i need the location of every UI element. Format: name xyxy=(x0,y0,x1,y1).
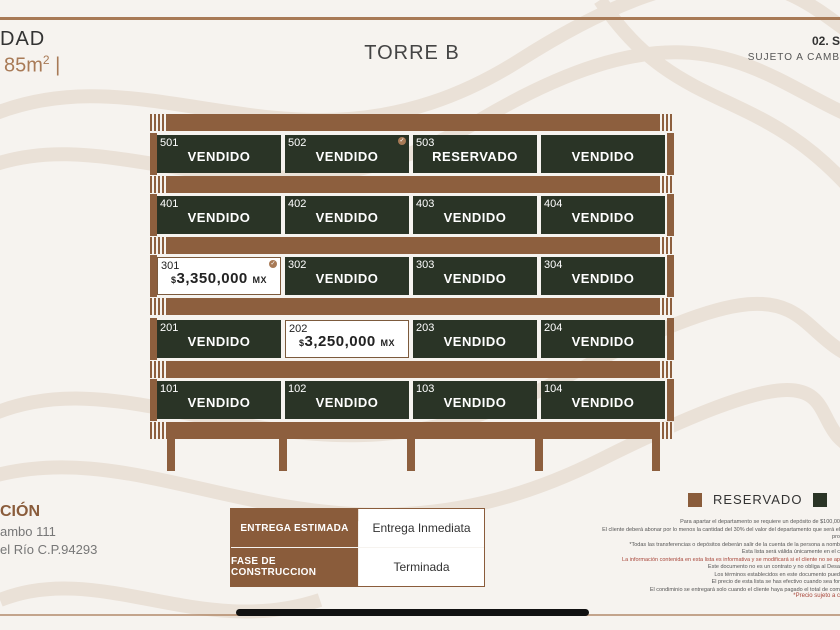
currency-code: MX xyxy=(252,275,267,285)
unit-number: 402 xyxy=(288,198,307,210)
tower-building-diagram xyxy=(150,114,674,474)
unit-203[interactable] xyxy=(413,320,537,358)
floor-slab xyxy=(150,237,674,254)
unit-number: 304 xyxy=(544,259,563,271)
unit-status: RESERVADO xyxy=(432,149,518,164)
floor-slab xyxy=(150,298,674,315)
unit-number: 203 xyxy=(416,322,435,334)
note-line: Los términos establecidos en este documento pued xyxy=(714,571,840,578)
legend-reserved-swatch xyxy=(688,493,702,507)
home-indicator-bar[interactable] xyxy=(236,609,589,616)
unit-status: VENDIDO xyxy=(315,271,379,286)
unit-number: 101 xyxy=(160,383,179,395)
location-title: CIÓN xyxy=(0,503,40,520)
note-line: El condiminio se entregará solo cuando el cliente haya pagado el total de com xyxy=(649,586,840,593)
unit-status: VENDIDO xyxy=(571,271,635,286)
unit-status: VENDIDO xyxy=(571,149,635,164)
check-badge-icon: ✓ xyxy=(399,138,405,144)
floor-row xyxy=(150,133,674,175)
note-line: La información contenida en esta lista es informativa y se modificará si el cliente no se ap xyxy=(622,556,840,563)
unit-301[interactable] xyxy=(157,257,281,295)
unit-status: VENDIDO xyxy=(315,210,379,225)
top-divider xyxy=(0,17,840,20)
check-badge-icon: ✓ xyxy=(270,261,276,267)
unit-number: 502 xyxy=(288,137,307,149)
price-note: *Precio sujeto a c xyxy=(793,593,840,599)
building-leg xyxy=(652,438,660,471)
phase-value: Terminada xyxy=(359,548,484,586)
note-line: *Todas las transferencias o depósitos deberán salir de la cuenta de la persona a nomb xyxy=(629,541,840,548)
note-line: El cliente deberá abonar por lo menos la cantidad del 30% del valor del departamento que será el xyxy=(602,526,840,533)
floor-slab xyxy=(150,176,674,193)
note-line: pro xyxy=(832,534,840,540)
terms-notes xyxy=(535,519,840,594)
unit-price xyxy=(158,270,280,287)
floor-row xyxy=(150,318,674,360)
floor-row xyxy=(150,379,674,421)
delivery-label: ENTREGA ESTIMADA xyxy=(231,509,358,547)
unit-number: 103 xyxy=(416,383,435,395)
unit-f0u3[interactable] xyxy=(541,135,665,173)
unit-number: 303 xyxy=(416,259,435,271)
unit-number: 201 xyxy=(160,322,179,334)
unit-status: VENDIDO xyxy=(443,334,507,349)
building-leg xyxy=(535,438,543,471)
unit-202[interactable] xyxy=(285,320,409,358)
delivery-value: Entrega Inmediata xyxy=(359,509,484,547)
tower-title: TORRE B xyxy=(364,42,460,64)
note-line: El precio de esta lista se has efectivo cuando sea for xyxy=(711,579,840,585)
unit-302[interactable] xyxy=(285,257,409,295)
unit-status: VENDIDO xyxy=(187,395,251,410)
floor-slab xyxy=(150,422,674,439)
unit-201[interactable] xyxy=(157,320,281,358)
unit-number: 302 xyxy=(288,259,307,271)
unit-404[interactable] xyxy=(541,196,665,234)
unit-101[interactable] xyxy=(157,381,281,419)
unit-status: VENDIDO xyxy=(187,210,251,225)
floor-slab xyxy=(150,361,674,378)
currency-code: MX xyxy=(380,338,395,348)
unit-number: 501 xyxy=(160,137,179,149)
unit-number: 204 xyxy=(544,322,563,334)
header-right-subtitle: SUJETO A CAMB xyxy=(747,52,840,63)
unit-status: VENDIDO xyxy=(187,149,251,164)
floor-slab xyxy=(150,114,674,131)
unit-403[interactable] xyxy=(413,196,537,234)
building-leg xyxy=(279,438,287,471)
price-value: 3,350,000 xyxy=(176,270,248,287)
unit-status: VENDIDO xyxy=(443,210,507,225)
unit-502[interactable] xyxy=(285,135,409,173)
note-line: Para apartar el departamento se requiere un depósito de $100,00 xyxy=(680,519,840,525)
unit-status: VENDIDO xyxy=(443,271,507,286)
unit-status: VENDIDO xyxy=(571,334,635,349)
price-value: 3,250,000 xyxy=(304,333,376,350)
header-right-title: 02. S xyxy=(811,34,840,48)
note-line: Este documento no es un contrato y no obliga al Desa xyxy=(707,564,840,570)
legend-sold-swatch xyxy=(813,493,827,507)
unit-status: VENDIDO xyxy=(443,395,507,410)
unit-304[interactable] xyxy=(541,257,665,295)
note-line: Esta lista será válida únicamente en el c xyxy=(741,549,840,555)
legend-reserved-label: RESERVADO xyxy=(713,492,803,507)
location-address-line1: ambo 111 xyxy=(0,524,56,539)
unit-number: 404 xyxy=(544,198,563,210)
unit-number: 104 xyxy=(544,383,563,395)
unit-status: VENDIDO xyxy=(187,334,251,349)
floor-row xyxy=(150,255,674,297)
unit-status: VENDIDO xyxy=(315,395,379,410)
unit-102[interactable] xyxy=(285,381,409,419)
unit-104[interactable] xyxy=(541,381,665,419)
unit-503[interactable] xyxy=(413,135,537,173)
unit-status: VENDIDO xyxy=(571,210,635,225)
header-left-title: DAD xyxy=(0,28,46,50)
unit-401[interactable] xyxy=(157,196,281,234)
unit-price xyxy=(286,333,408,350)
unit-501[interactable] xyxy=(157,135,281,173)
floor-row xyxy=(150,194,674,236)
delivery-info-table xyxy=(230,508,485,587)
delivery-row xyxy=(231,509,484,547)
header-left-area: $85m^2$ | xyxy=(4,53,61,77)
unit-103[interactable] xyxy=(413,381,537,419)
unit-status: VENDIDO xyxy=(315,149,379,164)
currency-symbol: $ xyxy=(171,275,177,285)
unit-status: VENDIDO xyxy=(571,395,635,410)
location-address-line2: el Río C.P.94293 xyxy=(0,542,98,557)
unit-402[interactable] xyxy=(285,196,409,234)
phase-label: FASE DE CONSTRUCCION xyxy=(231,548,358,586)
unit-303[interactable] xyxy=(413,257,537,295)
building-legs xyxy=(150,438,674,474)
unit-number: 503 xyxy=(416,137,435,149)
unit-number: 301 xyxy=(161,260,180,272)
currency-symbol: $ xyxy=(299,338,305,348)
phase-row xyxy=(231,548,484,586)
unit-number: 202 xyxy=(289,323,308,335)
unit-number: 102 xyxy=(288,383,307,395)
unit-number: 401 xyxy=(160,198,179,210)
unit-number: 403 xyxy=(416,198,435,210)
building-leg xyxy=(407,438,415,471)
building-leg xyxy=(167,438,175,471)
unit-204[interactable] xyxy=(541,320,665,358)
